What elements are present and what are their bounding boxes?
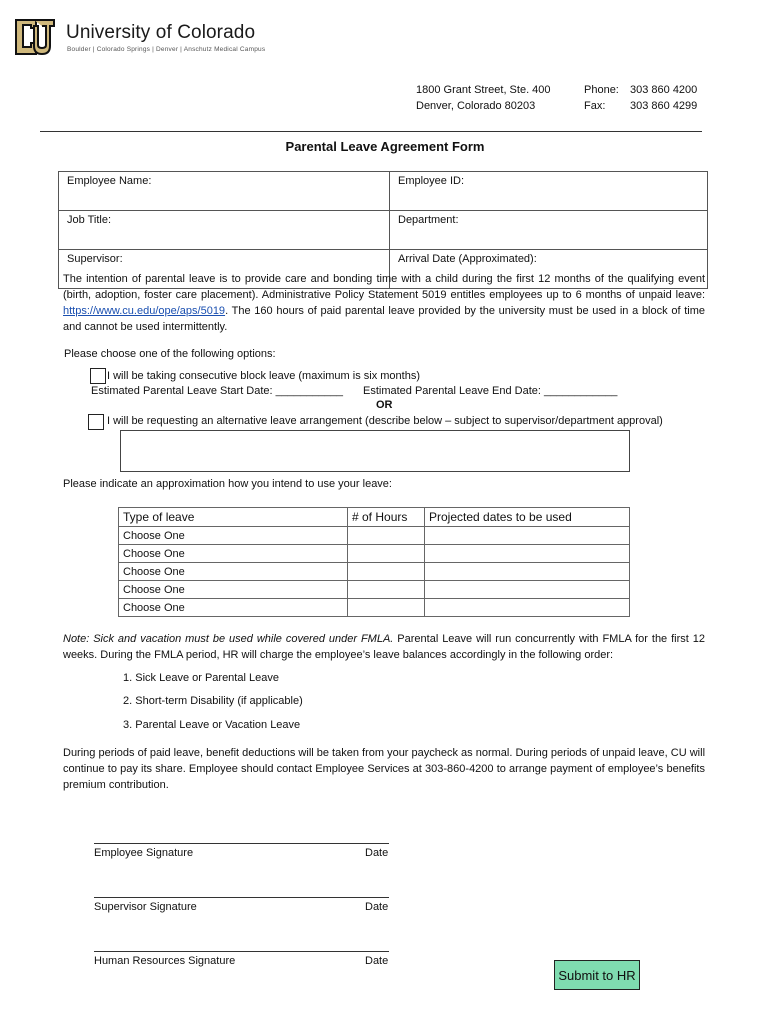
supervisor-signature-line[interactable] — [94, 897, 389, 898]
intro-paragraph — [63, 271, 705, 335]
job-title-field[interactable]: Job Title: — [59, 211, 390, 250]
fmla-note-text: Parental Leave will run concurrently with FMLA for the first 12 weeks. During the FMLA period, HR will charge the employee’s leave balances accordingly in the following order: — [63, 633, 705, 661]
leave-type-select[interactable]: Choose One — [119, 527, 348, 545]
list-item — [123, 672, 279, 684]
contact-labels — [584, 82, 619, 114]
list-number: 3. — [123, 719, 133, 731]
block-leave-label: I will be taking consecutive block leave (maximum is six months) — [107, 370, 421, 382]
list-number: 1. — [123, 672, 133, 684]
list-item — [123, 719, 300, 731]
list-text: Parental Leave or Vacation Leave — [135, 719, 301, 731]
supervisor-field[interactable]: Supervisor: — [59, 250, 390, 289]
table-row — [119, 599, 630, 617]
block-leave-checkbox[interactable] — [90, 368, 106, 384]
cu-logo-icon — [14, 16, 56, 58]
header-hours: # of Hours — [348, 508, 425, 527]
employee-signature-line[interactable] — [94, 843, 389, 844]
leave-type-select[interactable]: Choose One — [119, 581, 348, 599]
usage-prompt: Please indicate an approximation how you intend to use your leave: — [63, 478, 392, 490]
benefits-paragraph: During periods of paid leave, benefit deductions will be taken from your paycheck as normal. During periods of unpaid leave, CU will continue to pay its share. Employee should contact Employee Services at 303-860-4200 to arrange payment of employee’s benefits premium contribution. — [63, 747, 706, 791]
employee-name-field[interactable]: Employee Name: — [59, 172, 390, 211]
header-divider — [40, 131, 702, 132]
fmla-note — [63, 631, 705, 663]
table-row — [119, 563, 630, 581]
table-row — [119, 527, 630, 545]
employee-signature-label: Employee Signature — [94, 847, 194, 859]
hours-cell[interactable] — [348, 599, 425, 617]
hours-cell[interactable] — [348, 545, 425, 563]
phone-value: 303 860 4200 — [630, 84, 698, 96]
end-date-field[interactable]: Estimated Parental Leave End Date: ____________ — [363, 385, 618, 397]
intro-text-1: The intention of parental leave is to provide care and bonding time with a child during the first 12 months of the qualifying event (birth, adoption, foster care placement). Administrative Policy Statement 5019 entitles employees up to 6 months of unpaid leave: — [63, 273, 705, 301]
hours-cell[interactable] — [348, 581, 425, 599]
submit-to-hr-button[interactable]: Submit to HR — [554, 960, 640, 990]
hr-signature-line[interactable] — [94, 951, 389, 952]
supervisor-signature-label: Supervisor Signature — [94, 901, 197, 913]
table-header-row — [119, 508, 630, 527]
intro-text-2: . The 160 hours of paid parental leave provided by the university must be used in a block of time and cannot be used intermittently. — [63, 305, 705, 333]
leave-type-select[interactable]: Choose One — [119, 599, 348, 617]
dates-cell[interactable] — [425, 545, 630, 563]
contact-values — [630, 82, 697, 114]
dates-cell[interactable] — [425, 599, 630, 617]
leave-type-select[interactable]: Choose One — [119, 563, 348, 581]
fax-label: Fax: — [584, 100, 606, 112]
supervisor-date-label: Date — [365, 901, 389, 913]
start-date-field[interactable]: Estimated Parental Leave Start Date: ___________ — [91, 385, 343, 397]
arrival-date-field[interactable]: Arrival Date (Approximated): — [390, 250, 708, 289]
policy-link[interactable]: https://www.cu.edu/ope/aps/5019 — [63, 305, 226, 317]
hours-cell[interactable] — [348, 527, 425, 545]
employee-id-field[interactable]: Employee ID: — [390, 172, 708, 211]
header-type-of-leave: Type of leave — [119, 508, 348, 527]
employee-date-label: Date — [365, 847, 389, 859]
table-row — [119, 581, 630, 599]
phone-label: Phone: — [584, 84, 619, 96]
leave-type-select[interactable]: Choose One — [119, 545, 348, 563]
list-number: 2. — [123, 695, 133, 707]
list-text: Sick Leave or Parental Leave — [135, 672, 279, 684]
list-item — [123, 695, 303, 707]
address — [416, 82, 551, 114]
address-line-2: Denver, Colorado 80203 — [416, 100, 536, 112]
dates-cell[interactable] — [425, 527, 630, 545]
hr-signature-label: Human Resources Signature — [94, 955, 236, 967]
or-separator: OR — [376, 399, 393, 411]
form-title: Parental Leave Agreement Form — [285, 139, 485, 154]
fax-value: 303 860 4299 — [630, 100, 698, 112]
department-field[interactable]: Department: — [390, 211, 708, 250]
alternative-leave-label: I will be requesting an alternative leave arrangement (describe below – subject to supervisor/department approval) — [107, 415, 663, 427]
header-projected-dates: Projected dates to be used — [425, 508, 630, 527]
list-text: Short-term Disability (if applicable) — [135, 695, 303, 707]
fmla-note-italic: Note: Sick and vacation must be used while covered under FMLA. — [63, 633, 394, 645]
leave-usage-table — [118, 507, 630, 617]
dates-cell[interactable] — [425, 563, 630, 581]
dates-cell[interactable] — [425, 581, 630, 599]
table-row — [119, 545, 630, 563]
alternative-description-textarea[interactable] — [120, 430, 630, 472]
alternative-leave-checkbox[interactable] — [88, 414, 104, 430]
university-name: University of Colorado — [66, 22, 256, 43]
options-prompt: Please choose one of the following options: — [64, 348, 276, 360]
hours-cell[interactable] — [348, 563, 425, 581]
address-line-1: 1800 Grant Street, Ste. 400 — [416, 84, 551, 96]
campus-list: Boulder | Colorado Springs | Denver | Anschutz Medical Campus — [67, 46, 266, 53]
hr-date-label: Date — [365, 955, 389, 967]
